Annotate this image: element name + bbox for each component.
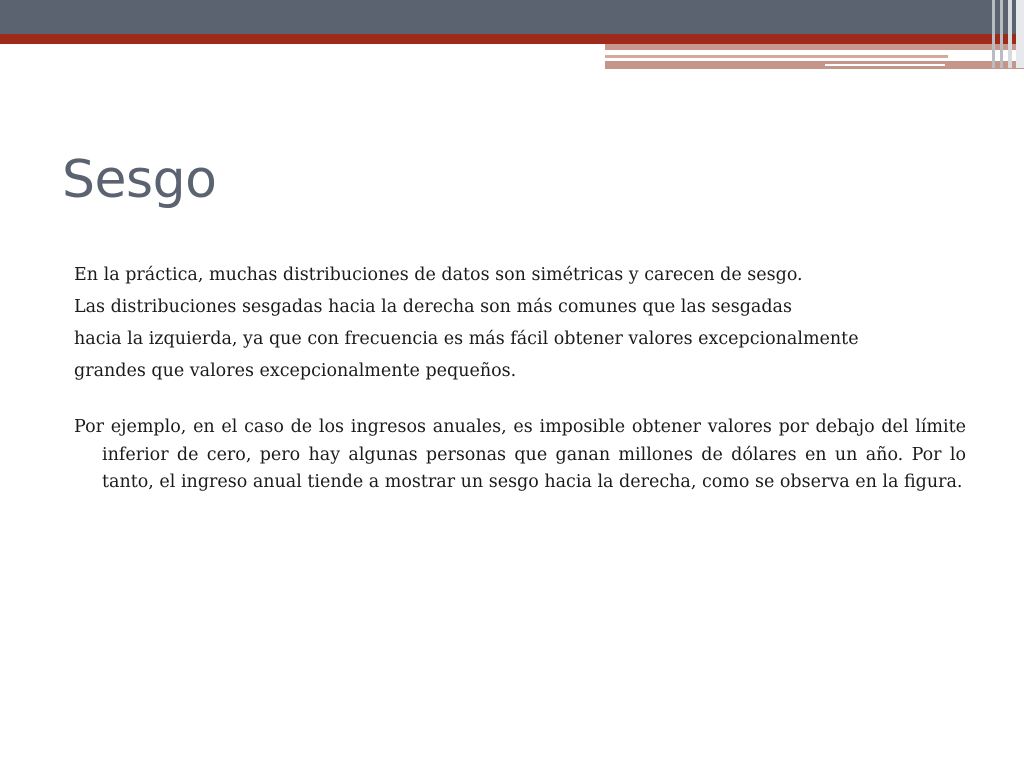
header-vertical-stripe xyxy=(992,0,995,68)
header-bar xyxy=(0,0,1024,34)
header-accent-bar xyxy=(0,34,1024,44)
paragraph-2: Por ejemplo, en el caso de los ingresos anuales, es imposible obtener valores por debajo del límite inferior de cero, pero hay algunas personas que ganan millones de dólares en un año. Por lo tanto, el ingreso anual tiende a mostrar un sesgo hacia la derecha, como se observa en la figura. xyxy=(74,417,966,492)
paragraph-1-line: Las distribuciones sesgadas hacia la derecha son más comunes que las sesgadas xyxy=(74,297,792,317)
header-strip xyxy=(605,55,948,58)
slide-title: Sesgo xyxy=(62,150,217,210)
paragraph-1-line: hacia la izquierda, ya que con frecuencia es más fácil obtener valores excepcionalmente xyxy=(74,329,859,349)
paragraph-1 xyxy=(74,259,974,387)
header-vertical-stripe xyxy=(1016,0,1024,68)
header-strip xyxy=(605,61,1024,69)
paragraph-1-line: En la práctica, muchas distribuciones de datos son simétricas y carecen de sesgo. xyxy=(74,265,803,285)
header-vertical-stripe xyxy=(1008,0,1012,68)
header-vertical-stripe xyxy=(1000,0,1003,68)
paragraph-1-line: grandes que valores excepcionalmente pequeños. xyxy=(74,361,517,381)
header-strip xyxy=(825,64,945,66)
header-gap xyxy=(0,44,605,50)
